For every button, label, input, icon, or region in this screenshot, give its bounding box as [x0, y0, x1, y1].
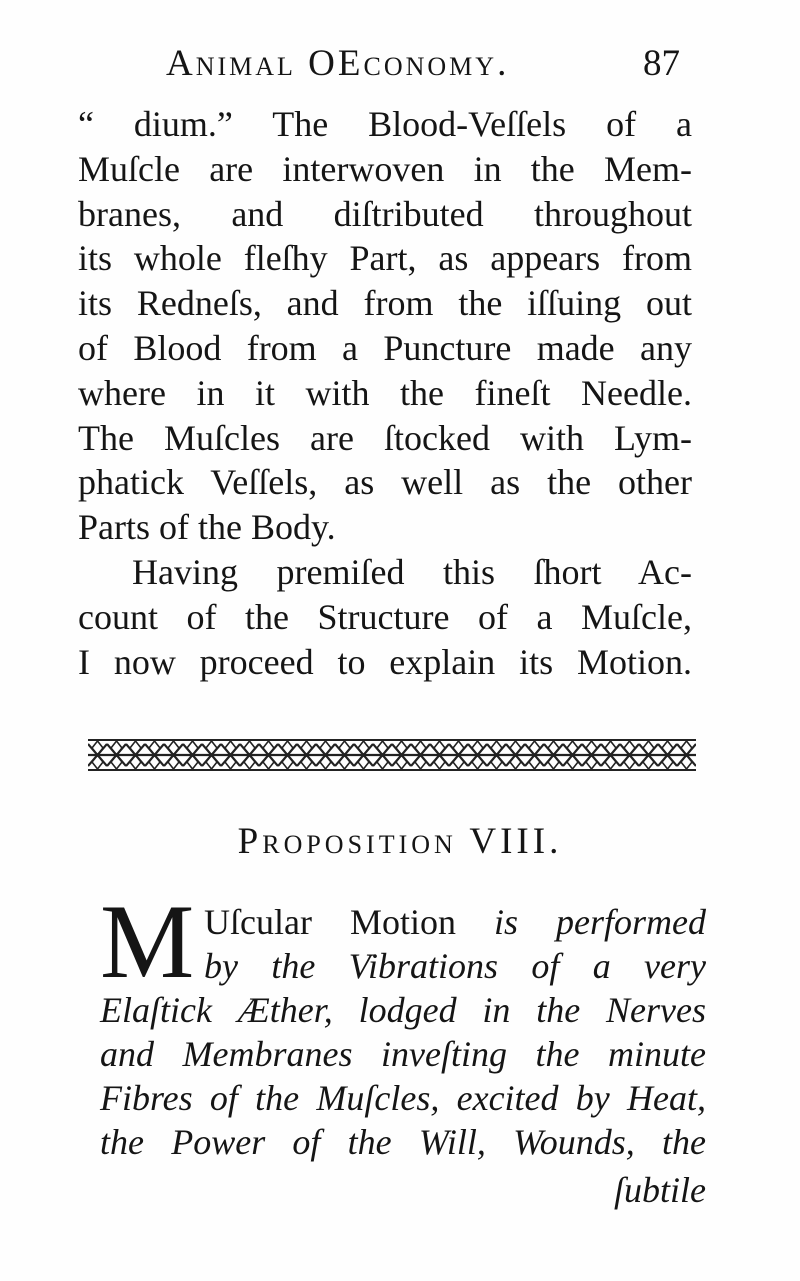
- text-line: its whole fleſhy Part, as appears from: [78, 238, 692, 279]
- text-line: branes, and diſtributed throughout: [78, 193, 692, 234]
- proposition-line-italic: is performed: [493, 902, 706, 942]
- body-text: [78, 102, 692, 684]
- text-line: phatick Veſſels, as well as the other: [78, 462, 692, 503]
- proposition-line: by the Vibrations of a very: [204, 946, 706, 986]
- text-line: Parts of the Body.: [78, 507, 336, 548]
- paragraph-line: Having premiſed this ſhort Ac-: [132, 551, 692, 592]
- proposition-line: the Power of the Will, Wounds, the: [100, 1122, 706, 1162]
- proposition-line: and Membranes inveſting the minute: [100, 1034, 706, 1074]
- proposition-line: Fibres of the Muſcles, excited by Heat,: [100, 1078, 706, 1118]
- proposition-line: Elaſtick Æther, lodged in the Nerves: [100, 990, 706, 1030]
- proposition-line-start: Uſcular Motion: [204, 902, 494, 942]
- text-line: where in it with the fineſt Needle.: [78, 372, 692, 413]
- text-line: of Blood from a Puncture made any: [78, 327, 692, 368]
- text-line: its Redneſs, and from the iſſuing out: [78, 283, 692, 324]
- proposition-heading: Proposition VIII.: [237, 821, 563, 862]
- ornament-divider: [88, 738, 696, 772]
- page-number: 87: [643, 43, 680, 84]
- text-line: “ dium.” The Blood-Veſſels of a: [78, 104, 692, 144]
- text-line: The Muſcles are ſtocked with Lym-: [78, 417, 692, 458]
- paragraph-line: count of the Structure of a Muſcle,: [78, 596, 692, 637]
- proposition-text: [100, 883, 706, 1212]
- catchword: ſubtile: [614, 1170, 706, 1210]
- running-head: Animal OEconomy.: [166, 43, 510, 84]
- paragraph-line: I now proceed to explain its Motion.: [78, 641, 692, 682]
- text-line: Muſcle are interwoven in the Mem-: [78, 148, 692, 189]
- drop-cap: M: [100, 883, 195, 1000]
- proposition-line: [100, 900, 706, 944]
- page-header: [160, 42, 680, 88]
